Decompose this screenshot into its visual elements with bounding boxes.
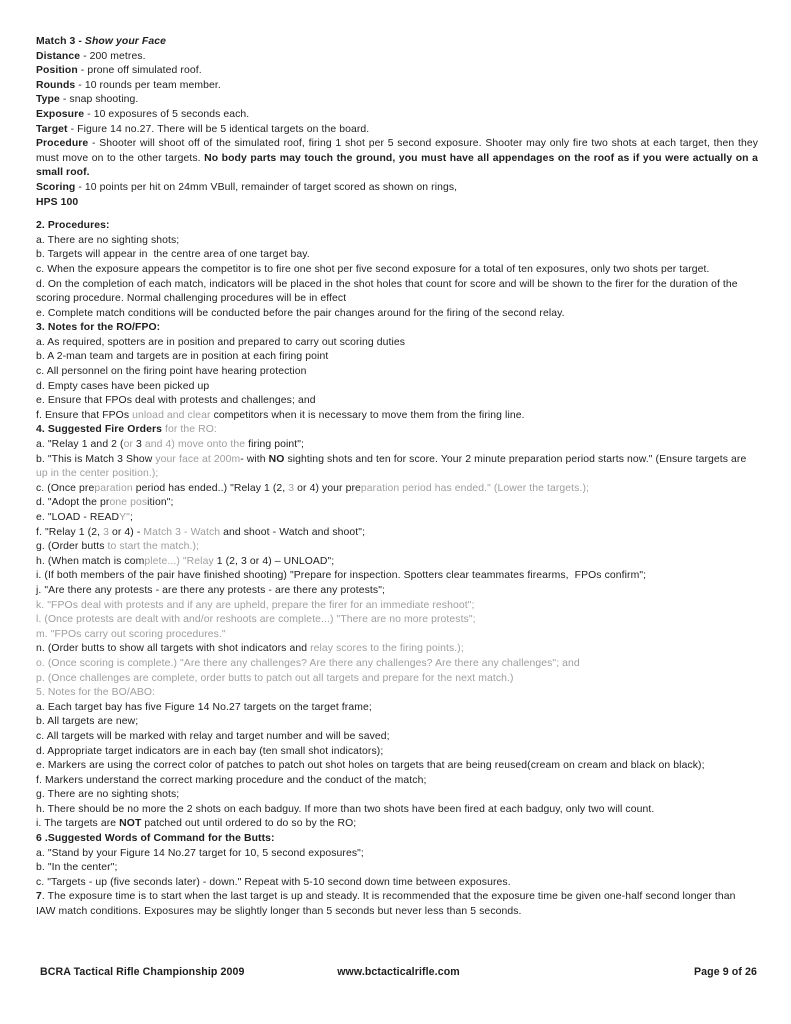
text-line: [36, 394, 758, 409]
text-line: [36, 540, 758, 555]
text-segment: Match 3 - Watch: [143, 526, 224, 538]
text-segment: e. Ensure that FPOs deal with protests and challenges; and: [36, 395, 316, 407]
text-line: [36, 569, 758, 584]
text-line: [36, 599, 758, 614]
text-line: [36, 686, 758, 701]
text-segment: Y": [119, 512, 130, 523]
text-line: [36, 380, 758, 395]
text-segment: No body parts may touch the ground, you must have all appendages on the roof as if you were actually on a small roof.: [36, 152, 758, 179]
text-segment: - prone off simulated roof.: [77, 65, 202, 77]
text-segment: 3: [288, 482, 298, 494]
text-segment: a. There are no sighting shots;: [36, 234, 180, 246]
text-segment: i. The targets are: [36, 818, 120, 830]
text-segment: 1 (2, 3 or 4) – UNLOAD";: [213, 555, 335, 567]
text-segment: . The exposure time is to start when the last target is up and steady. It is recommended that the exposure time be given one-half second longer than IAW match conditions. Exposures may be slightly longer than 5 seconds but never less than 5 seconds.: [36, 891, 736, 918]
text-line: [36, 876, 758, 891]
text-line: [36, 496, 758, 511]
text-line: [36, 79, 758, 94]
text-line: [36, 278, 758, 307]
text-segment: a. "Stand by your Figure 14 No.27 target for 10, 5 second exposures";: [36, 847, 364, 859]
text-segment: NO: [268, 453, 285, 465]
text-segment: c. (Once pre: [36, 482, 95, 494]
text-segment: e. Complete match conditions will be conducted before the pair changes around for the firing of the second relay.: [36, 307, 565, 319]
text-segment: c. "Targets - up (five seconds later) - down." Repeat with 5-10 second down time between exposures.: [36, 876, 511, 888]
text-segment: to start the match.);: [107, 541, 200, 553]
text-line: [36, 50, 758, 65]
text-segment: c. All targets will be marked with relay and target number and will be saved;: [36, 730, 390, 742]
text-line: [36, 321, 758, 336]
text-segment: 3. Notes for the RO/FPO:: [36, 322, 161, 334]
text-segment: 4. Suggested Fire Orders: [36, 424, 162, 436]
text-segment: d. "Adopt the pr: [36, 497, 110, 509]
text-line: [36, 745, 758, 760]
text-segment: 3: [103, 526, 112, 538]
text-line: [36, 890, 758, 919]
text-line: [36, 803, 758, 818]
text-segment: your face at 200m: [155, 453, 241, 465]
text-line: [36, 701, 758, 716]
text-segment: - Shooter will shoot off of the simulated roof, firing 1 shot per 5 second exposure. Shooter may only fire two shots at each target, then they must move on to the other targets.: [36, 138, 758, 164]
text-line: [36, 642, 758, 657]
text-line: [36, 137, 758, 181]
text-line: [36, 861, 758, 876]
text-line: [36, 832, 758, 847]
text-line: [36, 730, 758, 745]
text-segment: f. Ensure that FPOs: [36, 409, 133, 421]
text-line: [36, 788, 758, 803]
text-segment: p. (Once challenges are complete, order butts to patch out all targets and prepare for the next match.): [36, 672, 514, 684]
text-segment: 5. Notes for the BO/ABO:: [36, 687, 156, 699]
page-footer: [40, 966, 757, 978]
text-segment: one pos: [109, 497, 148, 509]
text-segment: competitors when it is necessary to move them from the firing line.: [210, 409, 525, 421]
text-segment: f. "Relay 1 (2,: [36, 526, 104, 538]
text-segment: f. Markers understand the correct marking procedure and the conduct of the match;: [36, 774, 427, 786]
text-segment: - snap shooting.: [59, 94, 139, 106]
text-segment: Scoring: [36, 181, 76, 193]
text-line: [36, 774, 758, 789]
text-segment: Exposure: [36, 108, 85, 120]
text-segment: Position: [36, 65, 78, 77]
text-line: [36, 108, 758, 123]
text-line: [36, 584, 758, 599]
text-line: [36, 365, 758, 380]
text-segment: l. (Once protests are dealt with and/or reshoots are complete...) "There are no more protests";: [36, 614, 476, 626]
text-segment: 6 .Suggested Words of Command for the Butts:: [36, 833, 275, 845]
text-line: [36, 93, 758, 108]
text-line: [36, 336, 758, 351]
text-line: [36, 672, 758, 687]
text-segment: or: [123, 439, 137, 451]
text-line: [36, 759, 758, 774]
text-line: [36, 657, 758, 672]
text-segment: NOT: [119, 818, 142, 830]
text-segment: up in the center position.);: [36, 468, 159, 480]
footer-page-number: Page 9 of 26: [693, 966, 757, 978]
text-segment: h. There should be no more the 2 shots on each badguy. If more than two shots have been fired at each badguy, only two will count.: [36, 803, 655, 815]
text-line: [36, 628, 758, 643]
text-segment: g. There are no sighting shots;: [36, 789, 180, 801]
text-line: [36, 35, 758, 50]
text-segment: g. (Order butts: [36, 541, 108, 553]
text-segment: 3: [136, 439, 145, 451]
text-segment: - 10 exposures of 5 seconds each.: [84, 108, 250, 120]
text-segment: a. "Relay 1 and 2 (: [36, 439, 124, 451]
text-line: [36, 453, 758, 482]
text-segment: a. As required, spotters are in position and prepared to carry out scoring duties: [36, 336, 406, 348]
text-segment: b. "In the center";: [36, 862, 118, 874]
text-segment: Match 3 -: [36, 36, 85, 47]
text-segment: ;: [129, 512, 133, 523]
text-segment: b. Targets will appear in the centre area of one target bay.: [36, 249, 310, 261]
text-line: [36, 613, 758, 628]
text-line: [36, 423, 758, 438]
text-segment: ition";: [147, 497, 174, 509]
text-segment: b. "This is Match 3 Show: [36, 453, 156, 465]
text-segment: Rounds: [36, 79, 76, 91]
text-segment: - with: [240, 453, 269, 465]
document-body: [36, 35, 758, 920]
text-segment: d. Empty cases have been picked up: [36, 380, 210, 392]
text-line: [36, 817, 758, 832]
text-segment: j. "Are there any protests - are there any protests - are there any protests";: [36, 584, 385, 596]
text-line: [36, 409, 758, 424]
footer-website-url: www.bctacticalrifle.com: [337, 966, 460, 978]
text-segment: a. Each target bay has five Figure 14 No.27 targets on the target frame;: [36, 701, 372, 713]
text-segment: 2. Procedures:: [36, 220, 110, 232]
text-segment: or 4) -: [111, 526, 144, 538]
text-line: [36, 715, 758, 730]
text-segment: unload and clear: [132, 409, 211, 421]
text-line: [36, 64, 758, 79]
text-line: [36, 307, 758, 322]
text-segment: for the RO:: [161, 424, 217, 436]
text-segment: plete...) "Relay: [144, 555, 214, 567]
text-segment: e. Markers are using the correct color of patches to patch out shot holes on targets that are being reused(cream on cream and black on black);: [36, 760, 705, 772]
text-segment: d. On the completion of each match, indicators will be placed in the shot holes that count for score and will be shown to the firer for the duration of the scoring procedure. Normal challenging procedures will be in effect: [36, 278, 738, 305]
text-line: [36, 555, 758, 570]
text-segment: Procedure: [36, 138, 89, 150]
text-line: [36, 438, 758, 453]
footer-championship-title: BCRA Tactical Rifle Championship 2009: [40, 966, 245, 978]
text-segment: paration period has ended." (Lower the targets.);: [360, 482, 590, 494]
text-segment: - Figure 14 no.27. There will be 5 identical targets on the board.: [67, 123, 370, 135]
text-segment: d. Appropriate target indicators are in each bay (ten small shot indicators);: [36, 745, 384, 757]
text-line: [36, 219, 758, 234]
text-segment: Distance: [36, 50, 81, 62]
text-segment: sighting shots and ten for score. Your 2 minute preparation period starts now." (Ensure targets are: [284, 453, 747, 465]
text-segment: and shoot - Watch and shoot";: [223, 526, 366, 538]
text-line: [36, 123, 758, 138]
text-line: [36, 350, 758, 365]
text-segment: 7: [36, 891, 42, 903]
text-segment: firing point";: [248, 439, 305, 451]
text-segment: m. "FPOs carry out scoring procedures.": [36, 628, 226, 640]
text-line: [36, 847, 758, 862]
text-segment: c. All personnel on the firing point have hearing protection: [36, 366, 307, 378]
text-segment: - 10 rounds per team member.: [75, 79, 221, 91]
text-line: [36, 248, 758, 263]
text-segment: c. When the exposure appears the competitor is to fire one shot per five second exposure for a total of ten exposures, only two shots per target.: [36, 263, 710, 275]
text-segment: Type: [36, 94, 60, 106]
text-segment: and 4) move onto the: [144, 439, 249, 451]
text-line: [36, 181, 758, 196]
text-segment: patched out until ordered to do so by the RO;: [141, 818, 357, 830]
text-segment: paration: [94, 482, 136, 494]
text-segment: HPS 100: [36, 196, 79, 208]
text-segment: e. "LOAD - READ: [36, 512, 120, 523]
text-segment: b. A 2-man team and targets are in position at each firing point: [36, 351, 329, 363]
text-segment: relay scores to the firing points.);: [310, 643, 464, 655]
text-line: [36, 234, 758, 249]
text-line: [36, 482, 758, 497]
text-line: [36, 511, 758, 526]
text-segment: - 10 points per hit on 24mm VBull, remainder of target scored as shown on rings,: [75, 181, 458, 193]
text-line: [36, 526, 758, 541]
text-line: [36, 196, 758, 211]
text-segment: h. (When match is com: [36, 555, 145, 567]
text-segment: Target: [36, 123, 68, 135]
text-segment: - 200 metres.: [80, 50, 146, 62]
text-segment: b. All targets are new;: [36, 716, 139, 728]
text-segment: period has ended..) "Relay 1 (2,: [135, 482, 289, 494]
text-segment: or 4) your pre: [297, 482, 361, 494]
text-line: [36, 263, 758, 278]
text-segment: k. "FPOs deal with protests and if any are upheld, prepare the firer for an immediate reshoot";: [36, 599, 475, 611]
text-segment: i. (If both members of the pair have finished shooting) "Prepare for inspection. Spotters clear teammates firearms, FPOs confirm";: [36, 570, 647, 582]
text-segment: n. (Order butts to show all targets with shot indicators and: [36, 643, 311, 655]
text-segment: o. (Once scoring is complete.) "Are there any challenges? Are there any challenges? Are there any challenges"; and: [36, 657, 580, 669]
text-segment: Show your Face: [84, 36, 167, 47]
